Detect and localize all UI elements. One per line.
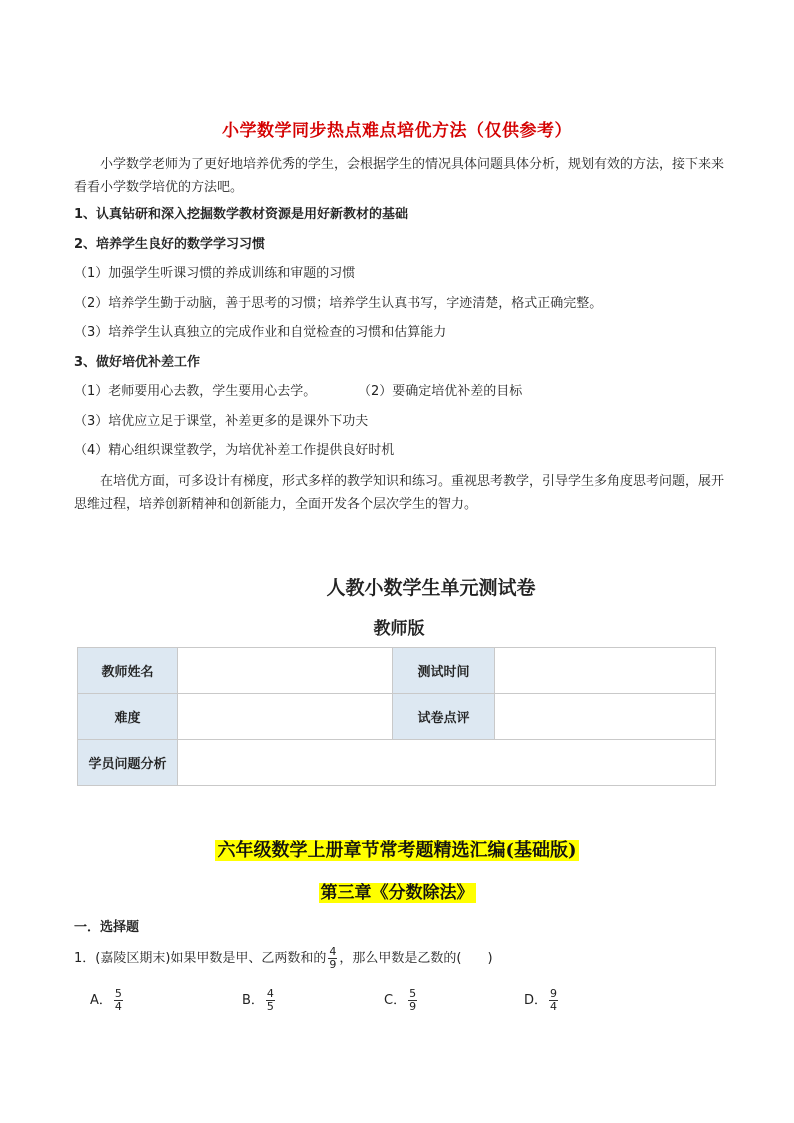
- question-1-fraction: [328, 946, 337, 971]
- section-3-item: （4）精心组织课堂教学，为培优补差工作提供良好时机: [74, 443, 395, 458]
- collection-title-wrap: [0, 836, 794, 862]
- fraction-numerator: 5: [114, 987, 122, 1000]
- fraction-numerator: 5: [409, 987, 417, 1000]
- option-fraction: [114, 988, 123, 1013]
- analysis-field[interactable]: [178, 740, 716, 786]
- option-label: D．: [524, 993, 548, 1008]
- teacher-name-label: 教师姓名: [78, 648, 178, 694]
- question-1-suffix: ，那么甲数是乙数的( ): [339, 951, 493, 966]
- teacher-name-field[interactable]: [178, 648, 393, 694]
- option-label: A．: [90, 993, 112, 1008]
- closing-paragraph: 在培优方面，可多设计有梯度，形式多样的教学知识和练习。重视思考教学，引导学生多角度思考问题，展开思维过程，培养创新精神和创新能力，全面开发各个层次学生的智力。: [74, 474, 725, 512]
- section-3-item: （2）要确定培优补差的目标: [358, 384, 523, 399]
- test-time-label: 测试时间: [393, 648, 495, 694]
- difficulty-field[interactable]: [178, 694, 393, 740]
- fraction-denominator: 4: [550, 1000, 558, 1013]
- section-1-heading: 1、认真钻研和深入挖掘数学教材资源是用好新教材的基础: [74, 207, 409, 222]
- table-row: [78, 648, 716, 694]
- fraction-numerator: 9: [550, 987, 558, 1000]
- section-3-item: （3）培优应立足于课堂，补差更多的是课外下功夫: [74, 414, 369, 429]
- section-2-heading: 2、培养学生良好的数学学习习惯: [74, 237, 266, 252]
- option-fraction: [408, 988, 417, 1013]
- option-fraction: [549, 988, 558, 1013]
- fraction-denominator: 4: [114, 1000, 122, 1013]
- option-c[interactable]: [384, 988, 419, 1013]
- fraction-numerator: 4: [329, 945, 337, 958]
- table-row: [78, 740, 716, 786]
- table-row: [78, 694, 716, 740]
- section-2-item: （3）培养学生认真独立的完成作业和自觉检查的习惯和估算能力: [74, 325, 447, 340]
- collection-title: 六年级数学上册章节常考题精选汇编(基础版): [217, 840, 577, 861]
- section-3-heading: 3、做好培优补差工作: [74, 355, 201, 370]
- test-time-field[interactable]: [495, 648, 716, 694]
- section-2-item: （2）培养学生勤于动脑，善于思考的习惯；培养学生认真书写，字迹清楚，格式正确完整。: [74, 296, 603, 311]
- review-field[interactable]: [495, 694, 716, 740]
- question-1-prefix: 1．(嘉陵区期末)如果甲数是甲、乙两数和的: [74, 951, 327, 966]
- option-a[interactable]: [90, 988, 125, 1013]
- fraction-numerator: 4: [266, 987, 274, 1000]
- exam-subtitle: 教师版: [373, 619, 425, 639]
- fraction-denominator: 9: [409, 1000, 417, 1013]
- question-1: [74, 946, 493, 971]
- option-d[interactable]: [524, 988, 560, 1013]
- exam-title: 人教小数学生单元测试卷: [326, 577, 536, 599]
- chapter-title-wrap: [0, 878, 794, 903]
- analysis-label: 学员问题分析: [78, 740, 178, 786]
- fraction-denominator: 5: [266, 1000, 274, 1013]
- review-label: 试卷点评: [393, 694, 495, 740]
- difficulty-label: 难度: [78, 694, 178, 740]
- question-section-heading: 一．选择题: [74, 920, 140, 935]
- intro-paragraph: 小学数学老师为了更好地培养优秀的学生，会根据学生的情况具体问题具体分析，规划有效的方法，接下来来看看小学数学培优的方法吧。: [74, 157, 725, 195]
- chapter-title: 第三章《分数除法》: [320, 883, 474, 903]
- option-label: B．: [242, 993, 264, 1008]
- page-title: 小学数学同步热点难点培优方法（仅供参考）: [222, 121, 572, 141]
- option-fraction: [266, 988, 275, 1013]
- option-b[interactable]: [242, 988, 277, 1013]
- option-label: C．: [384, 993, 407, 1008]
- section-2-item: （1）加强学生听课习惯的养成训练和审题的习惯: [74, 266, 356, 281]
- section-3-item: （1）老师要用心去教，学生要用心去学。: [74, 384, 317, 399]
- fraction-denominator: 9: [329, 958, 337, 971]
- teacher-info-table: [77, 647, 716, 786]
